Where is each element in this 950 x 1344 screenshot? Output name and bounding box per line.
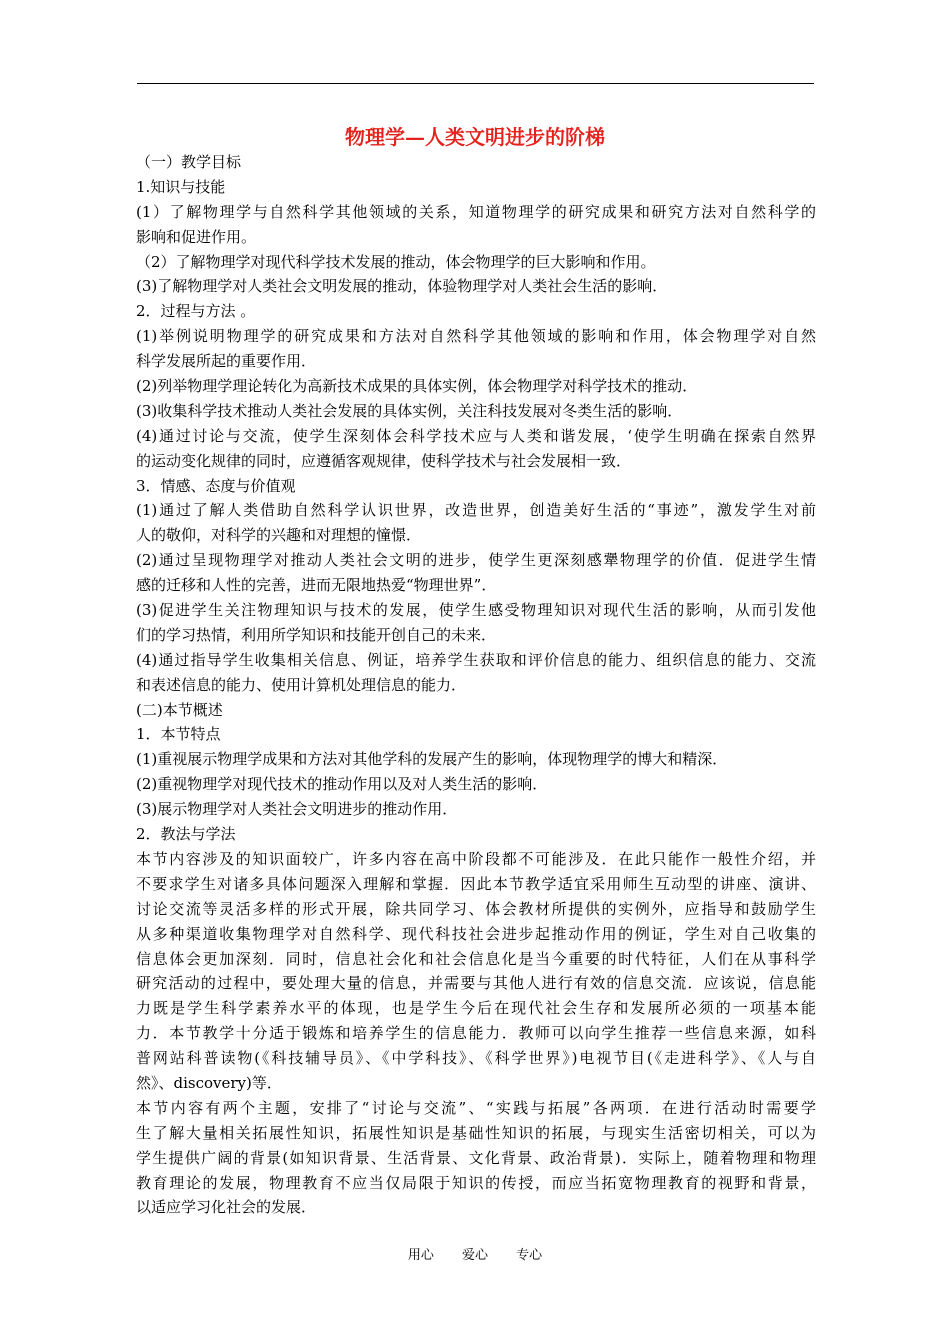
text-line: 人的敬仰，对科学的兴趣和对理想的憧憬．	[136, 526, 422, 545]
text-line: 本节内容涉及的知识面较广，许多内容在高中阶段都不可能涉及．在此只能作一般性介绍，并	[136, 849, 816, 868]
text-line: 本节内容有两个主题，安排了“讨论与交流”、“实践与拓展”各两项．在进行活动时需要学	[136, 1098, 816, 1117]
text-line: （一）教学目标	[136, 153, 242, 171]
footer-text: 用心	[407, 1248, 434, 1263]
text-line: 2．教法与学法	[136, 825, 236, 844]
text-line: 1.知识与技能	[136, 177, 226, 196]
text-line: 们的学习热情，利用所学知识和技能开创自己的未来．	[136, 625, 497, 644]
text-line: 然》、discovery)等．	[136, 1073, 282, 1092]
text-line: 和表述信息的能力、使用计算机处理信息的能力．	[136, 675, 467, 694]
footer-text: 专心	[516, 1248, 543, 1263]
text-line: 力．本节教学十分适于锻炼和培养学生的信息能力．教师可以向学生推荐一些信息来源，如科	[136, 1024, 816, 1043]
text-line: 的运动变化规律的同时，应遵循客观规律，使科学技术与社会发展相一致．	[136, 451, 632, 470]
text-line: 讨论交流等灵活多样的形式开展，除共同学习、体会教材所提供的实例外，应指导和鼓励学生	[136, 899, 816, 918]
page-footer	[0, 1244, 950, 1263]
text-line: (2)列举物理学理论转化为高新技术成果的具体实例，体会物理学对科学技术的推动．	[136, 377, 698, 396]
text-line: (3)收集科学技术推动人类社会发展的具体实例，关注科技发展对冬类生活的影响．	[136, 401, 683, 420]
text-line: 科学发展所起的重要作用．	[136, 352, 317, 371]
text-line: (4)通过指导学生收集相关信息、例证，培养学生获取和评价信息的能力、组织信息的能力、交流	[136, 650, 816, 669]
text-line: (2)重视物理学对现代技术的推动作用以及对人类生活的影响．	[136, 775, 548, 794]
text-line: 3．情感、态度与价值观	[136, 476, 296, 495]
text-line: 信息体会更加深刻．同时，信息社会化和社会信息化是当今重要的时代特征，人们在从事科学	[136, 949, 816, 968]
header-rule	[137, 83, 814, 84]
text-line: (4)通过讨论与交流，使学生深刻体会科学技术应与人类和谐发展，‘使学生明确在探索自然界	[136, 426, 816, 445]
text-line: 从多种渠道收集物理学对自然科学、现代科技社会进步起推动作用的例证，学生对自己收集的	[136, 924, 816, 943]
text-line: 以适应学习化社会的发展．	[136, 1198, 317, 1217]
text-line: 影响和促进作用。	[136, 227, 257, 246]
text-line: 研究活动的过程中，要处理大量的信息，并需要与其他人进行有效的信息交流．应该说，信息能	[136, 974, 816, 993]
document-body	[136, 150, 816, 1220]
text-line: 不要求学生对诸多具体问题深入理解和掌握．因此本节教学适宜采用师生互动型的讲座、演讲、	[136, 874, 816, 893]
text-line: 教育理论的发展，物理教育不应当仅局限于知识的传授，而应当拓宽物理教育的视野和背景，	[136, 1173, 816, 1192]
text-line: (1)举例说明物理学的研究成果和方法对自然科学其他领域的影响和作用，体会物理学对自然	[136, 327, 816, 346]
text-line: 力既是学生科学素养水平的体现，也是学生今后在现代社会生存和发展所必须的一项基本能	[136, 999, 816, 1018]
text-line: (二)本节概述	[136, 700, 223, 719]
text-line: 感的迁移和人性的完善，进而无限地热爱“物理世界”．	[136, 576, 497, 595]
text-line: 生了解大量相关拓展性知识，拓展性知识是基础性知识的拓展，与现实生活密切相关，可以为	[136, 1123, 816, 1142]
document-title: 物理学—人类文明进步的阶梯	[345, 125, 605, 149]
text-line: （2）了解物理学对现代科学技术发展的推动，体会物理学的巨大影响和作用。	[136, 252, 656, 271]
text-line: (3)展示物理学对人类社会文明进步的推动作用．	[136, 800, 458, 819]
text-line: (2)通过呈现物理学对推动人类社会文明的进步，使学生更深刻感犟物理学的价值．促进学生情	[136, 551, 816, 570]
text-line: (1)重视展示物理学成果和方法对其他学科的发展产生的影响，体现物理学的博大和精深．	[136, 750, 728, 769]
text-line: (1）了解物理学与自然科学其他领域的关系，知道物理学的研究成果和研究方法对自然科学的	[136, 202, 816, 221]
text-line: 1．本节特点	[136, 725, 221, 744]
text-line: 学生提供广阔的背景(如知识背景、生活背景、文化背景、政治背景)．实际上，随着物理和物理	[136, 1148, 816, 1167]
text-line: (1)通过了解人类借助自然科学认识世界，改造世界，创造美好生活的“事迹”，激发学生对前	[136, 501, 816, 520]
text-line: (3)促进学生关注物理知识与技术的发展，使学生感受物理知识对现代生活的影响，从而引发他	[136, 601, 816, 620]
text-line: 普网站科普读物(《科技辅导员》、《中学科技》、《科学世界》)电视节目(《走进科学》、《人与自	[136, 1049, 816, 1068]
footer-text: 爱心	[461, 1248, 488, 1263]
text-line: (3)了解物理学对人类社会文明发展的推动，体验物理学对人类社会生活的影响．	[136, 277, 668, 296]
text-line: 2．过程与方法 。	[136, 302, 256, 321]
